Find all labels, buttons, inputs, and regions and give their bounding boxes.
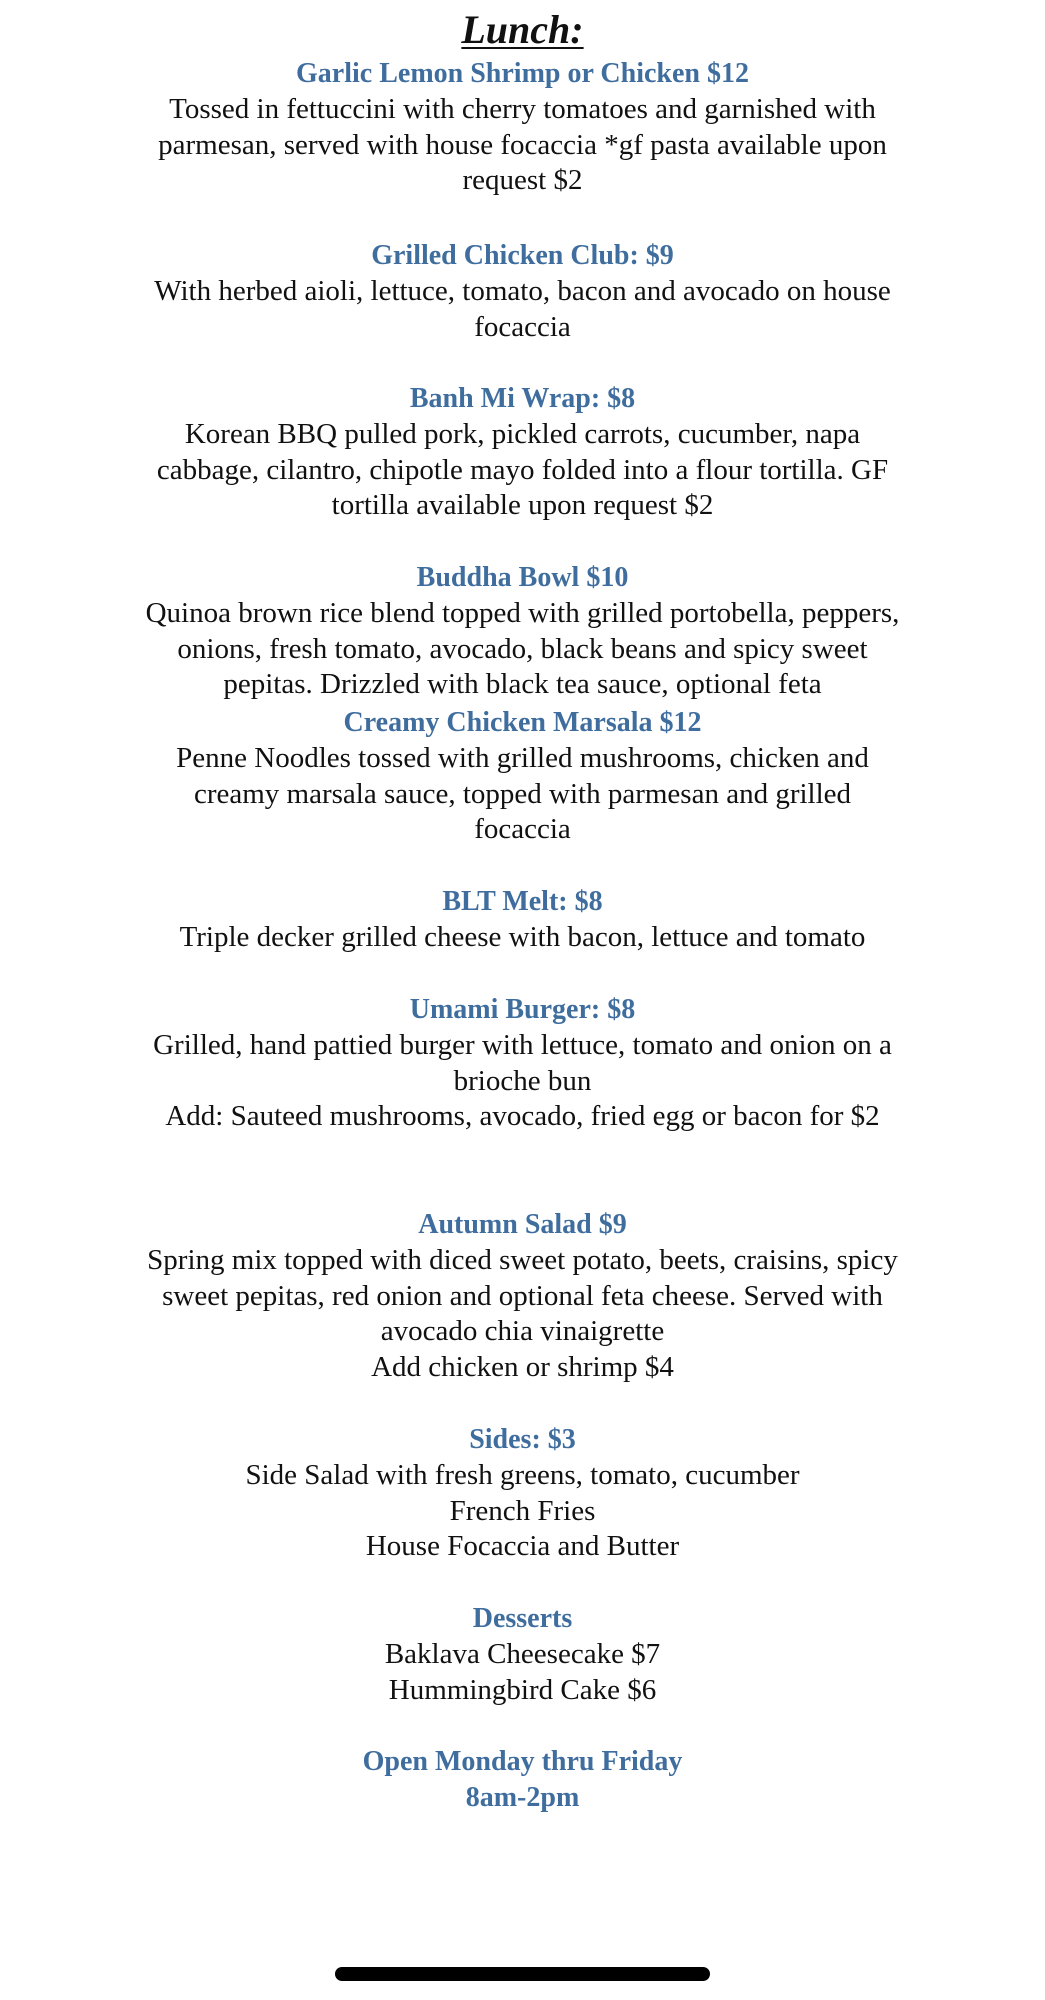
menu-item-sides xyxy=(0,1422,1045,1565)
menu-item-description: Side Salad with fresh greens, tomato, cucumber xyxy=(245,1459,800,1491)
menu-item-description: With herbed aioli, lettuce, tomato, bacon and avocado on house xyxy=(154,275,891,307)
menu-item-description: tortilla available upon request $2 xyxy=(331,489,714,521)
menu-item-desserts xyxy=(0,1601,1045,1708)
menu-item-description: parmesan, served with house focaccia *gf pasta available upon xyxy=(158,128,887,161)
menu-item-description: request $2 xyxy=(462,164,583,196)
menu-item-description: Baklava Cheesecake $7 xyxy=(384,1638,661,1670)
opening-hours xyxy=(0,1744,1045,1816)
menu-item-description: Tossed in fettuccini with cherry tomatoes and garnished with xyxy=(169,93,876,125)
menu-item-description: Quinoa brown rice blend topped with grilled portobella, peppers, xyxy=(145,597,900,629)
menu-item-description: pepitas. Drizzled with black tea sauce, optional feta xyxy=(223,668,822,700)
menu-item-blt-melt xyxy=(0,884,1045,956)
menu-item-description: brioche bun xyxy=(453,1064,592,1097)
menu-item-garlic-lemon xyxy=(0,56,1045,199)
menu-item-name: Grilled Chicken Club: $9 xyxy=(371,240,674,271)
home-indicator-bar[interactable] xyxy=(335,1967,710,1981)
menu-item-chicken-marsala xyxy=(0,705,1045,848)
menu-item-description: sweet pepitas, red onion and optional feta cheese. Served with xyxy=(162,1279,883,1312)
menu-item-name: Buddha Bowl $10 xyxy=(416,562,629,593)
menu-item-description: Hummingbird Cake $6 xyxy=(388,1673,657,1706)
menu-item-name: Banh Mi Wrap: $8 xyxy=(409,383,636,414)
menu-item-description: avocado chia vinaigrette xyxy=(380,1315,665,1347)
menu-item-chicken-club xyxy=(0,238,1045,345)
menu-item-description: French Fries xyxy=(449,1494,596,1527)
menu-item-banh-mi xyxy=(0,381,1045,524)
menu-item-name: Desserts xyxy=(472,1603,573,1634)
menu-title: Lunch: xyxy=(461,7,584,52)
menu-item-name: Umami Burger: $8 xyxy=(409,994,636,1025)
menu-item-description: Triple decker grilled cheese with bacon, lettuce and tomato xyxy=(179,921,866,953)
menu-item-buddha-bowl xyxy=(0,560,1045,703)
menu-item-description: Add chicken or shrimp $4 xyxy=(371,1350,674,1383)
menu-item-name: Autumn Salad $9 xyxy=(418,1209,627,1240)
menu-item-name: Garlic Lemon Shrimp or Chicken $12 xyxy=(296,58,749,89)
menu-item-description: cabbage, cilantro, chipotle mayo folded into a flour tortilla. GF xyxy=(156,453,889,486)
menu-item-description: focaccia xyxy=(474,813,571,845)
menu-item-description: creamy marsala sauce, topped with parmesan and grilled xyxy=(193,777,852,810)
menu-item-description: Penne Noodles tossed with grilled mushrooms, chicken and xyxy=(176,742,869,774)
menu-item-name: BLT Melt: $8 xyxy=(442,886,603,917)
menu-item-name: Creamy Chicken Marsala $12 xyxy=(343,707,702,738)
menu-item-autumn-salad xyxy=(0,1207,1045,1385)
menu-item-description: Korean BBQ pulled pork, pickled carrots, cucumber, napa xyxy=(184,418,861,450)
menu-item-name: Sides: $3 xyxy=(469,1424,576,1455)
menu-item-description: House Focaccia and Butter xyxy=(365,1530,680,1562)
menu-item-description: Grilled, hand pattied burger with lettuce, tomato and onion on a xyxy=(153,1029,892,1061)
opening-days: Open Monday thru Friday xyxy=(362,1746,683,1777)
menu-item-description: focaccia xyxy=(474,310,571,343)
opening-time: 8am-2pm xyxy=(465,1782,580,1813)
menu-item-umami-burger xyxy=(0,992,1045,1135)
menu-item-description: onions, fresh tomato, avocado, black beans and spicy sweet xyxy=(177,632,868,665)
menu-item-description: Add: Sauteed mushrooms, avocado, fried egg or bacon for $2 xyxy=(165,1100,880,1132)
menu-item-description: Spring mix topped with diced sweet potato, beets, craisins, spicy xyxy=(147,1244,898,1276)
